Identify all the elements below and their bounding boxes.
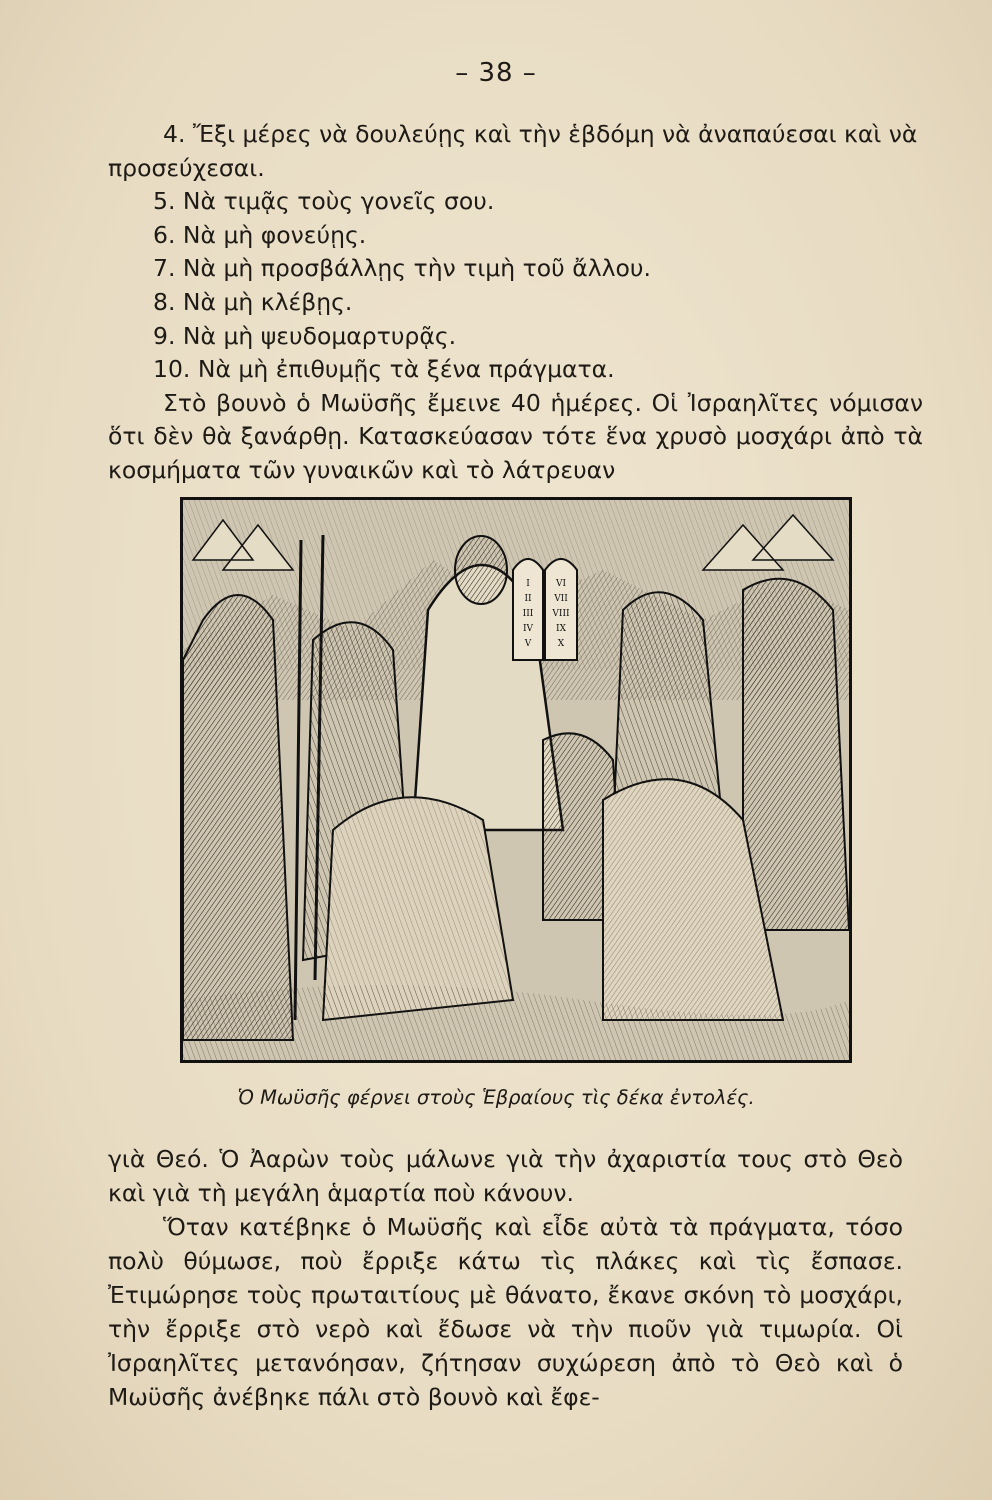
commandment-text: Νὰ μὴ ψευδομαρτυρᾷς. (182, 321, 457, 350)
tablets-of-law (513, 559, 577, 660)
commandment-5 (108, 185, 923, 219)
tablet-numeral: VII (554, 594, 568, 604)
engraving-svg (183, 500, 849, 1060)
commandment-text: Νὰ μὴ προσβάλλῃς τὴν τιμὴ τοῦ ἄλλου. (182, 254, 651, 283)
commandment-7 (108, 252, 923, 286)
illustration-caption: Ὁ Μωϋσῆς φέρνει στοὺς Ἑβραίους τὶς δέκα ἐντολές. (237, 1086, 755, 1109)
paragraph-continued: γιὰ Θεό. Ὁ Ἀαρὼν τοὺς μάλωνε γιὰ τὴν ἀχαριστία τους στὸ Θεὸ καὶ γιὰ τὴ μεγάλη ἁμαρτία ποὺ κάνουν. (108, 1145, 903, 1207)
commandment-text: Ἔξι μέρες νὰ δουλεύῃς καὶ τὴν ἑβδόμη νὰ ἀναπαύεσαι καὶ νὰ προσεύχεσαι. (108, 120, 918, 182)
tablet-numeral: VIII (552, 609, 570, 619)
commandment-number: 6. (153, 220, 176, 249)
commandment-text: Νὰ μὴ ἐπιθυμῇς τὰ ξένα πράγματα. (197, 355, 615, 384)
paragraph-moses-anger: Ὅταν κατέβηκε ὁ Μωϋσῆς καὶ εἶδε αὐτὰ τὰ πράγματα, τόσο πολὺ θύμωσε, ποὺ ἔρριξε κάτω τὶς πλάκες καὶ τὶς ἔσπασε. Ἐτιμώρησε τοὺς πρωταιτίους μὲ θάνατο, ἔκανε σκόνη τὸ μοσχάρι, τὴν ἔρριξε στὸ νερὸ καὶ ἔδωσε νὰ τὴν πιοῦν γιὰ τιμωρία. Οἱ Ἰσραηλῖτες μετανόησαν, ζήτησαν συχώρεση ἀπὸ τὸ Θεὸ καὶ ὁ Μωϋσῆς ἀνέβηκε πάλι στὸ βουνὸ καὶ ἔφε- (108, 1213, 903, 1411)
commandment-4 (108, 118, 923, 185)
commandment-9 (108, 320, 923, 354)
commandment-6 (108, 219, 923, 253)
tablet-numeral: X (557, 639, 565, 649)
tablet-numeral: IX (556, 624, 566, 634)
tablet-numeral: IV (522, 624, 534, 634)
page-number: – 38 – (455, 58, 537, 88)
commandment-number: 10. (153, 355, 191, 384)
commandment-10 (108, 353, 923, 387)
tablet-numeral: II (524, 594, 532, 604)
tablet-numeral: III (522, 609, 534, 619)
commandment-8 (108, 286, 923, 320)
commandment-number: 7. (153, 254, 176, 283)
moses-head (455, 536, 507, 604)
tablet-numeral: V (524, 639, 532, 649)
tablet-numeral: VI (555, 579, 567, 589)
commandment-number: 4. (163, 120, 186, 148)
commandment-number: 9. (153, 321, 176, 350)
commandment-number: 5. (153, 187, 176, 216)
engraving-moses-tablets (180, 497, 852, 1063)
commandment-text: Νὰ μὴ κλέβῃς. (182, 287, 353, 316)
tablet-numeral: I (526, 579, 530, 589)
figure-right-2 (743, 579, 849, 930)
lower-section (108, 1142, 903, 1414)
commandment-text: Νὰ μὴ φονεύῃς. (182, 220, 367, 249)
paragraph-golden-calf: Στὸ βουνὸ ὁ Μωϋσῆς ἔμεινε 40 ἡμέρες. Οἱ Ἰσραηλῖτες νόμισαν ὅτι δὲν θὰ ξανάρθῃ. Κατασκεύασαν τότε ἕνα χρυσὸ μοσχάρι ἀπὸ τὰ κοσμήματα τῶν γυναικῶν καὶ τὸ λάτρευαν (108, 388, 923, 484)
commandments-section (108, 118, 923, 488)
commandment-text: Νὰ τιμᾷς τοὺς γονεῖς σου. (182, 187, 495, 216)
commandment-number: 8. (153, 287, 176, 316)
